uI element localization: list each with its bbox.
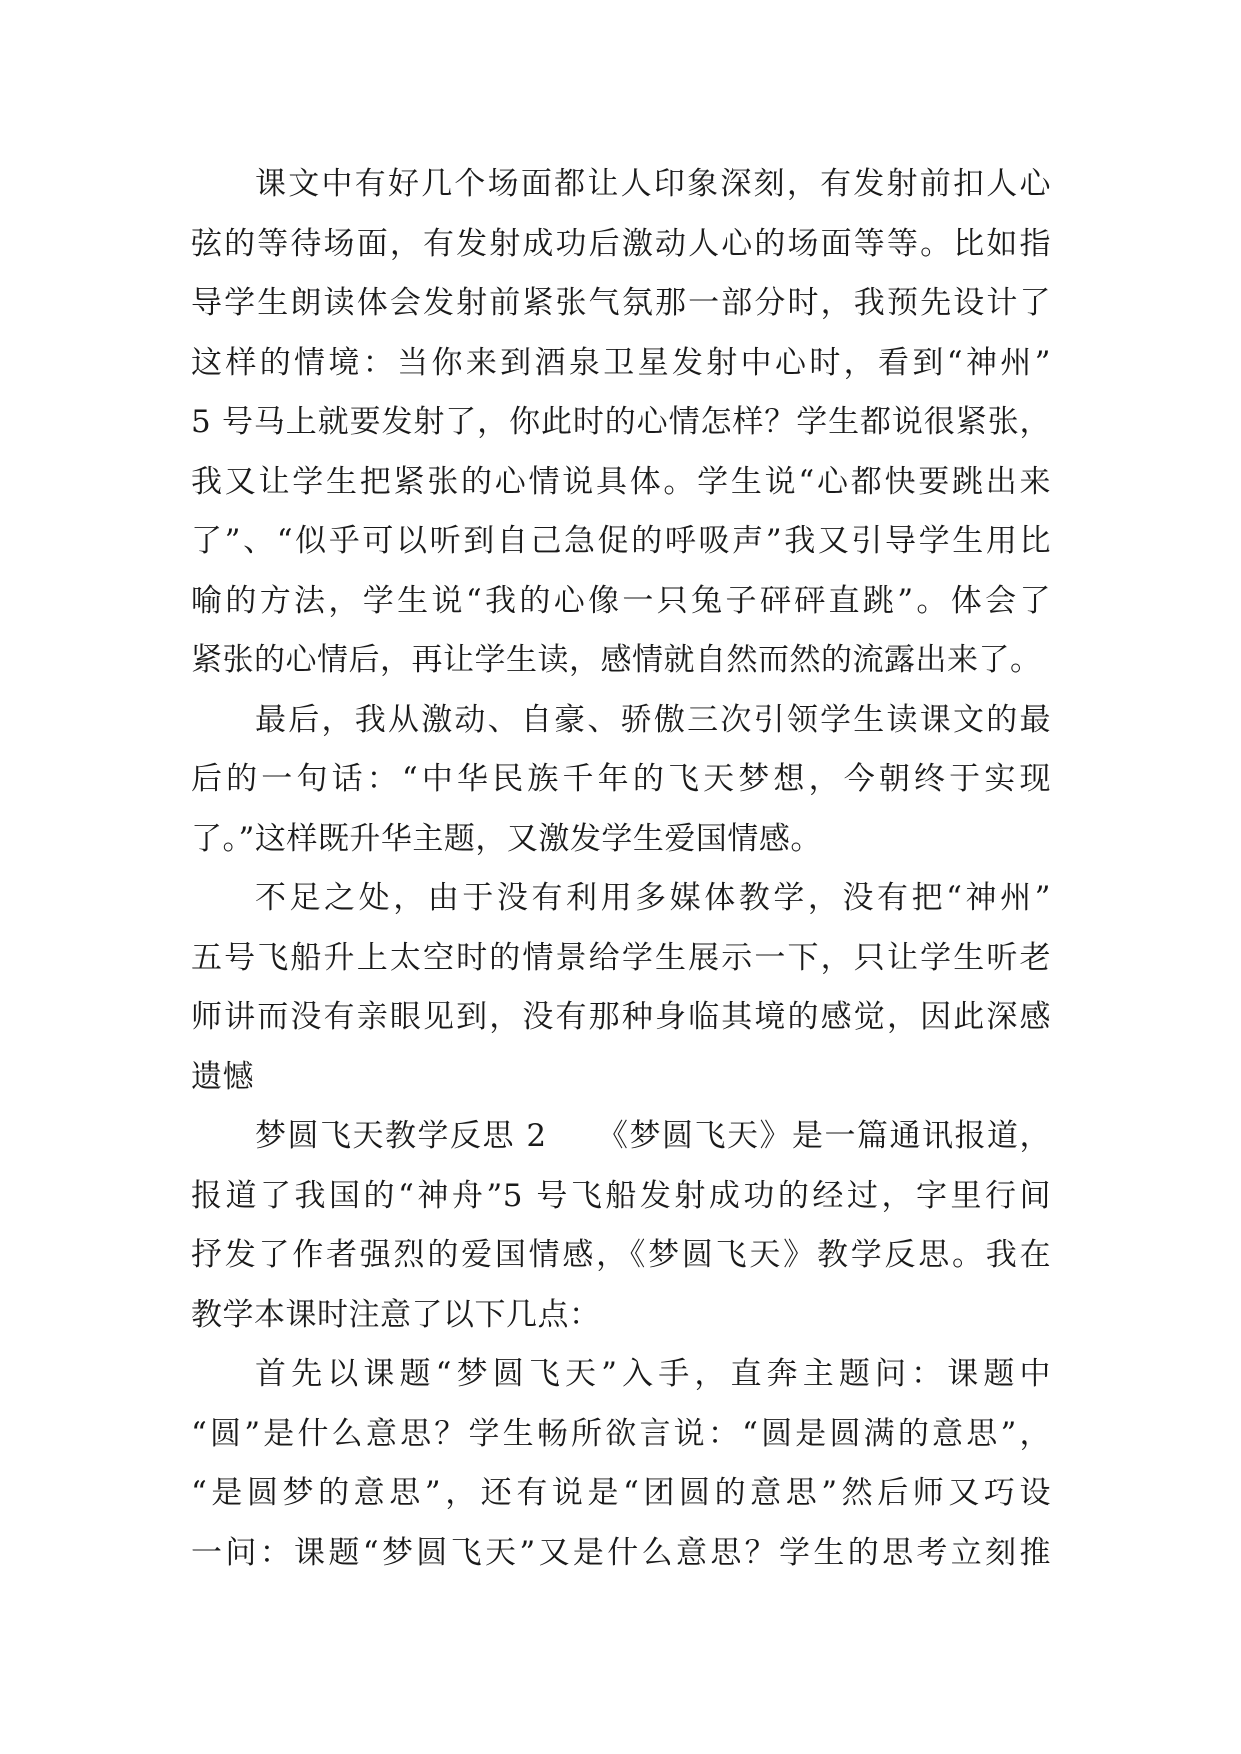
paragraph-1-line-4: 这样的情境：当你来到酒泉卫星发射中心时，看到“神州” (191, 344, 1051, 381)
paragraph-1-line-8: 喻的方法，学生说“我的心像一只兔子砰砰直跳”。体会了 (191, 582, 1051, 619)
paragraph-1-line-3: 导学生朗读体会发射前紧张气氛那一部分时，我预先设计了 (191, 285, 1051, 321)
paragraph-1-line-6: 我又让学生把紧张的心情说具体。学生说“心都快要跳出来 (191, 463, 1051, 500)
paragraph-4-line-3: 抒发了作者强烈的爱国情感，《梦圆飞天》教学反思。我在 (191, 1237, 1051, 1273)
paragraph-1-line-9: 紧张的心情后，再让学生读，感情就自然而然的流露出来了。 (191, 642, 1042, 678)
document-body (191, 155, 1051, 1583)
paragraph-3-line-1: 不足之处，由于没有利用多媒体教学，没有把“神州” (255, 880, 1051, 916)
paragraph-3-line-2: 五号飞船升上太空时的情景给学生展示一下，只让学生听老 (191, 939, 1051, 976)
paragraph-2-line-2: 后的一句话：“中华民族千年的飞天梦想，今朝终于实现 (191, 761, 1051, 797)
paragraph-5-line-2: “圆”是什么意思？学生畅所欲言说：“圆是圆满的意思”， (191, 1415, 1051, 1452)
paragraph-1-line-7: 了”、“似乎可以听到自己急促的呼吸声”我又引导学生用比 (191, 523, 1051, 559)
paragraph-1-line-2: 弦的等待场面，有发射成功后激动人心的场面等等。比如指 (191, 225, 1051, 262)
paragraph-5-line-1: 首先以课题“梦圆飞天”入手，直奔主题问：课题中 (255, 1356, 1051, 1392)
paragraph-4-line-4: 教学本课时注意了以下几点： (191, 1296, 601, 1333)
paragraph-3-line-3: 师讲而没有亲眼见到，没有那种身临其境的感觉，因此深感 (191, 999, 1051, 1035)
paragraph-4-line-1: 梦圆飞天教学反思 2 《梦圆飞天》是一篇通讯报道， (255, 1118, 1051, 1154)
paragraph-5-line-3: “是圆梦的意思”，还有说是“团圆的意思”然后师又巧设 (191, 1475, 1051, 1511)
paragraph-3-line-4: 遗憾 (191, 1058, 254, 1095)
paragraph-4-line-2: 报道了我国的“神舟”5 号飞船发射成功的经过，字里行间 (191, 1177, 1051, 1214)
paragraph-2-line-1: 最后，我从激动、自豪、骄傲三次引领学生读课文的最 (255, 701, 1051, 738)
paragraph-1-line-5: 5 号马上就要发射了，你此时的心情怎样？学生都说很紧张， (191, 404, 1051, 440)
paragraph-1-line-1: 课文中有好几个场面都让人印象深刻，有发射前扣人心 (255, 166, 1051, 202)
paragraph-2-line-3: 了。”这样既升华主题，又激发学生爱国情感。 (191, 820, 822, 857)
paragraph-5-line-4: 一问：课题“梦圆飞天”又是什么意思？学生的思考立刻推 (191, 1534, 1051, 1571)
